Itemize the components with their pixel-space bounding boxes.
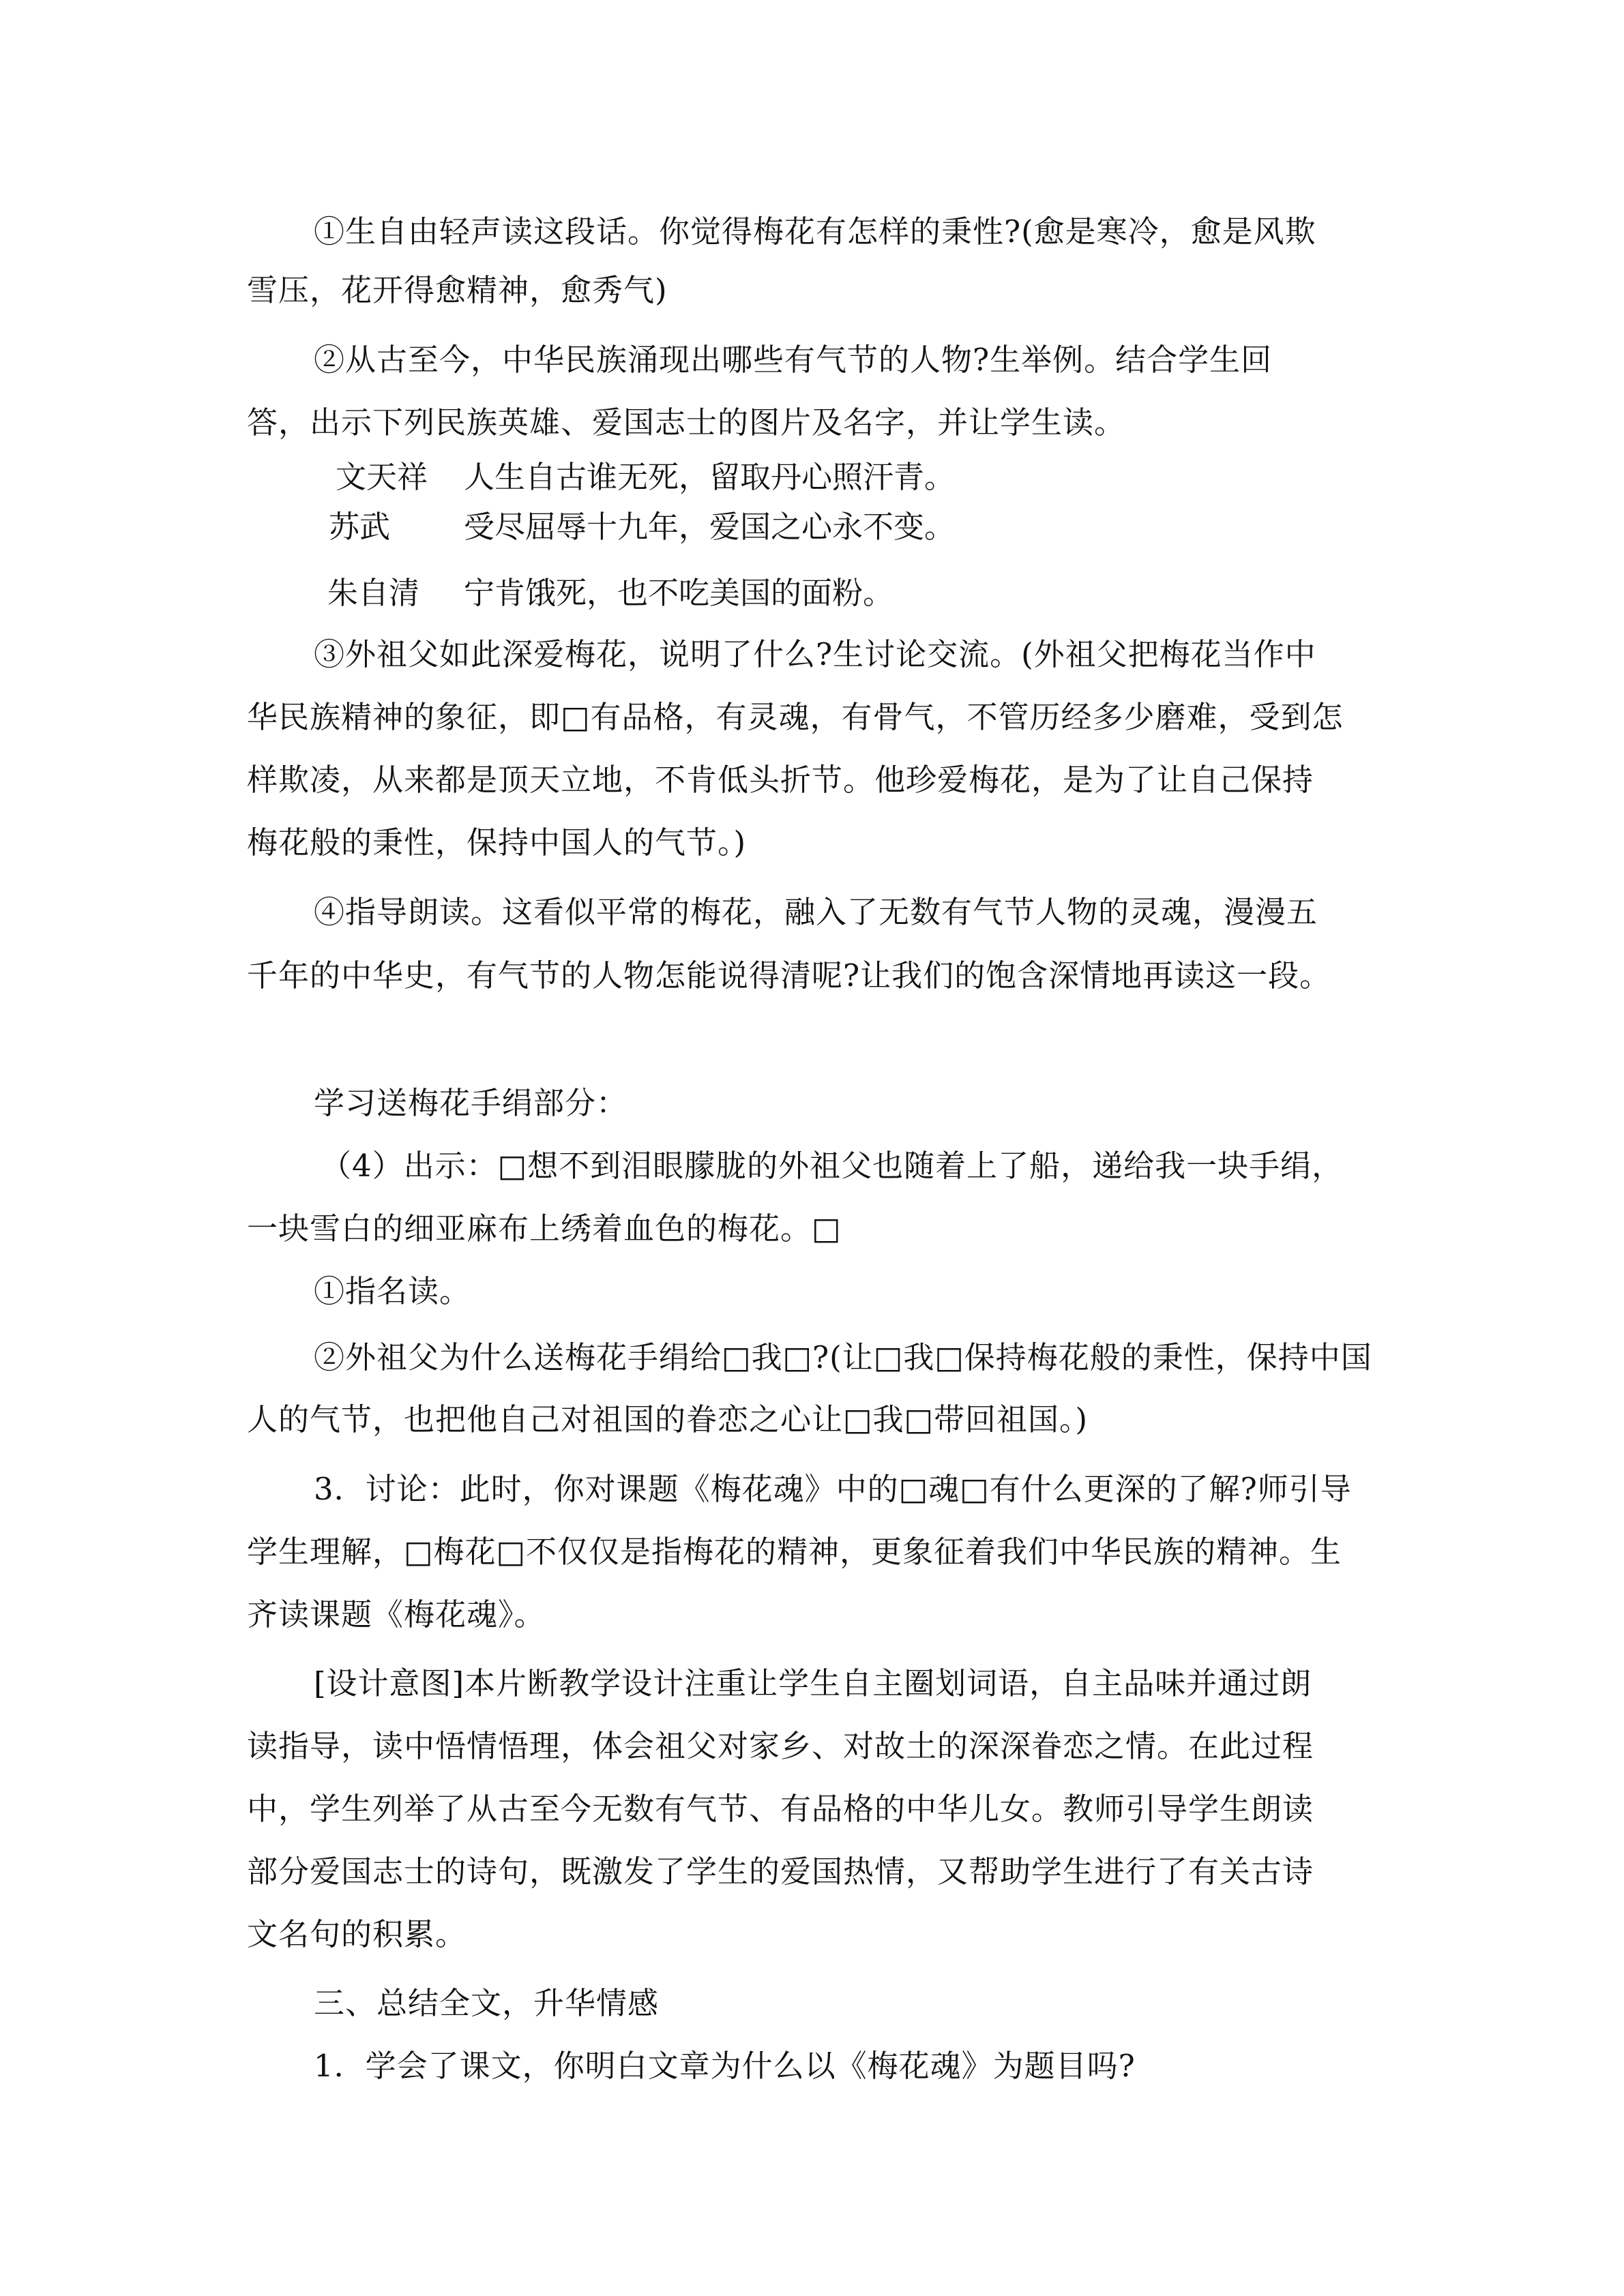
paragraph-line: 千年的中华史，有气节的人物怎能说得清呢?让我们的饱含深情地再读这一段。 (247, 957, 1331, 994)
paragraph-line: 雪压，花开得愈精神，愈秀气) (247, 272, 668, 308)
paragraph-line: 梅花般的秉性，保持中国人的气节。) (247, 824, 747, 861)
paragraph-line: 3．讨论：此时，你对课题《梅花魂》中的□魂□有什么更深的了解?师引导 (314, 1471, 1352, 1507)
paragraph-line: 齐读课题《梅花魂》。 (247, 1596, 546, 1632)
paragraph-line: 答，出示下列民族英雄、爱国志士的图片及名字，并让学生读。 (247, 404, 1126, 441)
paragraph-line: 学生理解，□梅花□不仅仅是指梅花的精神，更象征着我们中华民族的精神。生 (247, 1534, 1342, 1570)
hero-name: 文天祥 (336, 459, 428, 495)
paragraph-line: 样欺凌，从来都是顶天立地，不肯低头折节。他珍爱梅花，是为了让自己保持 (247, 762, 1314, 798)
paragraph-line: （4）出示：□想不到泪眼朦胧的外祖父也随着上了船，递给我一块手绢， (321, 1148, 1344, 1184)
paragraph-line: 1．学会了课文，你明白文章为什么以《梅花魂》为题目吗? (314, 2048, 1136, 2084)
hero-name: 朱自清 (327, 575, 420, 611)
section-heading: 三、总结全文，升华情感 (314, 1985, 660, 2021)
section-heading: 学习送梅花手绢部分： (314, 1085, 628, 1121)
hero-name: 苏武 (329, 509, 391, 545)
paragraph-line: 一块雪白的细亚麻布上绣着血色的梅花。□ (247, 1210, 842, 1247)
hero-quote: 人生自古谁无死，留取丹心照汗青。 (464, 459, 956, 495)
paragraph-line: 华民族精神的象征，即□有品格，有灵魂，有骨气，不管历经多少磨难，受到怎 (247, 699, 1344, 735)
paragraph-line: 人的气节，也把他自己对祖国的眷恋之心让□我□带回祖国。) (247, 1401, 1089, 1437)
paragraph-line: ①生自由轻声读这段话。你觉得梅花有怎样的秉性?(愈是寒冷，愈是风欺 (314, 213, 1316, 250)
paragraph-line: ①指名读。 (314, 1273, 471, 1309)
paragraph-line: 部分爱国志士的诗句，既激发了学生的爱国热情，又帮助学生进行了有关古诗 (247, 1853, 1314, 1890)
paragraph-line: 中，学生列举了从古至今无数有气节、有品格的中华儿女。教师引导学生朗读 (247, 1791, 1314, 1827)
paragraph-line: ②外祖父为什么送梅花手绢给□我□?(让□我□保持梅花般的秉性，保持中国 (314, 1339, 1372, 1375)
paragraph-line: 文名句的积累。 (247, 1916, 467, 1952)
paragraph-line: ③外祖父如此深爱梅花，说明了什么?生讨论交流。(外祖父把梅花当作中 (314, 636, 1316, 672)
hero-quote: 受尽屈辱十九年，爱国之心永不变。 (464, 509, 956, 545)
paragraph-line: [设计意图]本片断教学设计注重让学生自主圈划词语，自主品味并通过朗 (314, 1665, 1312, 1701)
paragraph-line: 读指导，读中悟情悟理，体会祖父对家乡、对故土的深深眷恋之情。在此过程 (247, 1728, 1314, 1764)
paragraph-line: ④指导朗读。这看似平常的梅花，融入了无数有气节人物的灵魂，漫漫五 (314, 894, 1318, 930)
hero-quote: 宁肯饿死，也不吃美国的面粉。 (464, 575, 894, 611)
paragraph-line: ②从古至今，中华民族涌现出哪些有气节的人物?生举例。结合学生回 (314, 342, 1273, 378)
